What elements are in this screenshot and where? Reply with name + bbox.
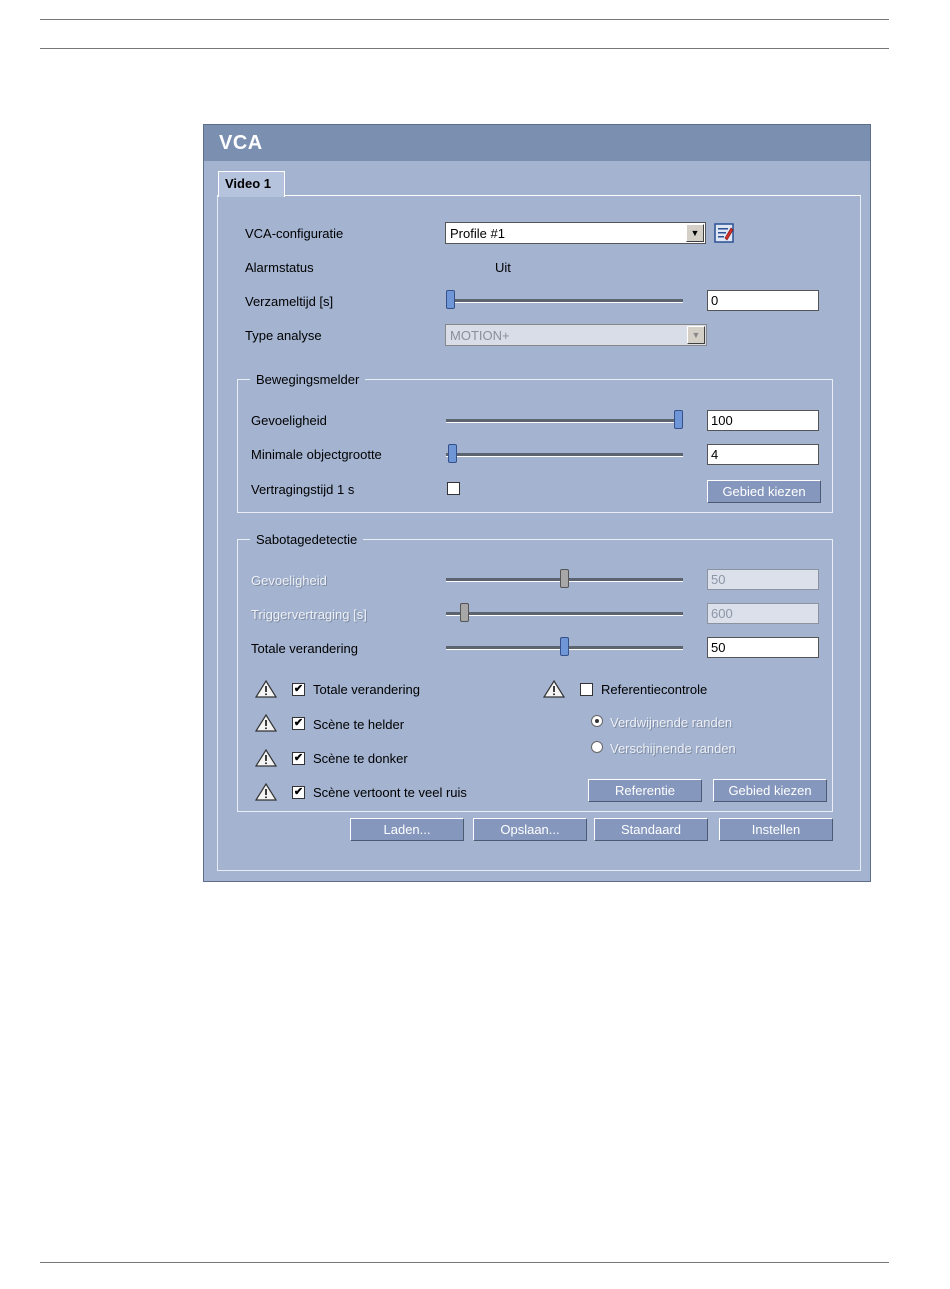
slider-thumb[interactable] <box>674 410 683 429</box>
scene-too-noisy-label: Scène vertoont te veel ruis <box>313 785 467 800</box>
reference-check-label: Referentiecontrole <box>601 682 708 697</box>
global-change-checkbox[interactable]: ✔ <box>293 683 304 695</box>
global-change-input[interactable] <box>707 637 819 658</box>
analysis-type-value: MOTION+ <box>450 328 510 343</box>
load-button[interactable]: Laden... <box>350 818 464 841</box>
warning-icon <box>543 680 565 698</box>
debounce-label: Vertragingstijd 1 s <box>251 482 355 497</box>
slider-thumb[interactable] <box>448 444 457 463</box>
motion-sensitivity-input[interactable] <box>707 410 819 431</box>
motion-detector-legend: Bewegingsmelder <box>250 372 365 387</box>
warning-icon <box>255 680 277 698</box>
panel-title-bar <box>204 125 870 161</box>
tab-video-1[interactable] <box>218 171 285 197</box>
warning-icon <box>255 749 277 767</box>
slider-thumb <box>560 569 569 588</box>
min-object-size-label: Minimale objectgrootte <box>251 447 382 462</box>
appearing-edges-radio <box>591 741 603 753</box>
scene-too-bright-label: Scène te helder <box>313 717 405 732</box>
tamper-sensitivity-label: Gevoeligheid <box>251 573 327 588</box>
slider-track <box>446 299 683 303</box>
disappearing-edges-radio <box>591 715 603 727</box>
chevron-down-icon[interactable]: ▼ <box>686 224 704 242</box>
motion-sensitivity-value: 100 <box>711 413 733 428</box>
global-change-slider[interactable] <box>446 637 683 657</box>
top-rule-1 <box>40 19 889 20</box>
min-object-size-input[interactable] <box>707 444 819 465</box>
tab-label: Video 1 <box>225 176 272 191</box>
tamper-sensitivity-slider <box>446 569 683 589</box>
global-change-value: 50 <box>711 640 726 655</box>
scene-too-noisy-checkbox[interactable]: ✔ <box>293 786 304 798</box>
reference-check-checkbox[interactable] <box>580 683 593 696</box>
scene-too-bright-checkbox[interactable]: ✔ <box>293 717 304 729</box>
tamper-select-area-button[interactable]: Gebied kiezen <box>713 779 827 802</box>
save-button[interactable]: Opslaan... <box>473 818 587 841</box>
reference-button[interactable]: Referentie <box>588 779 702 802</box>
aggregation-time-input[interactable] <box>707 290 819 311</box>
slider-track <box>446 453 683 457</box>
slider-thumb <box>460 603 469 622</box>
slider-thumb[interactable] <box>560 637 569 656</box>
tamper-sensitivity-value: 50 <box>711 572 726 587</box>
vca-config-select[interactable] <box>445 222 706 244</box>
min-object-size-value: 4 <box>711 447 719 462</box>
slider-thumb[interactable] <box>446 290 455 309</box>
vca-panel <box>203 124 871 882</box>
vca-config-label: VCA-configuratie <box>245 226 344 241</box>
warning-icon <box>255 714 277 732</box>
analysis-type-label: Type analyse <box>245 328 322 343</box>
aggregation-time-value: 0 <box>711 293 719 308</box>
disappearing-edges-label: Verdwijnende randen <box>610 715 733 730</box>
motion-sensitivity-label: Gevoeligheid <box>251 413 327 428</box>
slider-track <box>446 419 683 423</box>
tamper-sensitivity-input <box>707 569 819 590</box>
trigger-delay-input <box>707 603 819 624</box>
bottom-rule <box>40 1262 889 1263</box>
tamper-detection-legend: Sabotagedetectie <box>250 532 363 547</box>
trigger-delay-value: 600 <box>711 606 733 621</box>
appearing-edges-label: Verschijnende randen <box>610 741 736 756</box>
trigger-delay-slider <box>446 603 683 623</box>
scene-too-dark-checkbox[interactable]: ✔ <box>293 752 304 764</box>
chevron-down-icon: ▼ <box>687 326 705 344</box>
global-change-check-label: Totale verandering <box>313 682 420 697</box>
top-rule-2 <box>40 48 889 49</box>
slider-track <box>446 612 683 616</box>
trigger-delay-label: Triggervertraging [s] <box>251 607 367 622</box>
tab-content <box>217 195 861 871</box>
alarm-status-value: Uit <box>495 260 511 275</box>
aggregation-time-slider[interactable] <box>446 290 683 310</box>
min-object-size-slider[interactable] <box>446 444 683 464</box>
aggregation-time-label: Verzameltijd [s] <box>245 294 334 309</box>
edit-profile-icon[interactable] <box>714 223 734 243</box>
default-button[interactable]: Standaard <box>594 818 708 841</box>
set-button[interactable]: Instellen <box>719 818 833 841</box>
motion-sensitivity-slider[interactable] <box>446 410 683 430</box>
vca-config-value: Profile #1 <box>450 226 505 241</box>
scene-too-dark-label: Scène te donker <box>313 751 408 766</box>
alarm-status-label: Alarmstatus <box>245 260 314 275</box>
debounce-checkbox[interactable] <box>447 482 460 495</box>
panel-title: VCA <box>219 132 263 154</box>
analysis-type-select <box>445 324 707 346</box>
motion-select-area-button[interactable]: Gebied kiezen <box>707 480 821 503</box>
warning-icon <box>255 783 277 801</box>
global-change-label: Totale verandering <box>251 641 358 656</box>
